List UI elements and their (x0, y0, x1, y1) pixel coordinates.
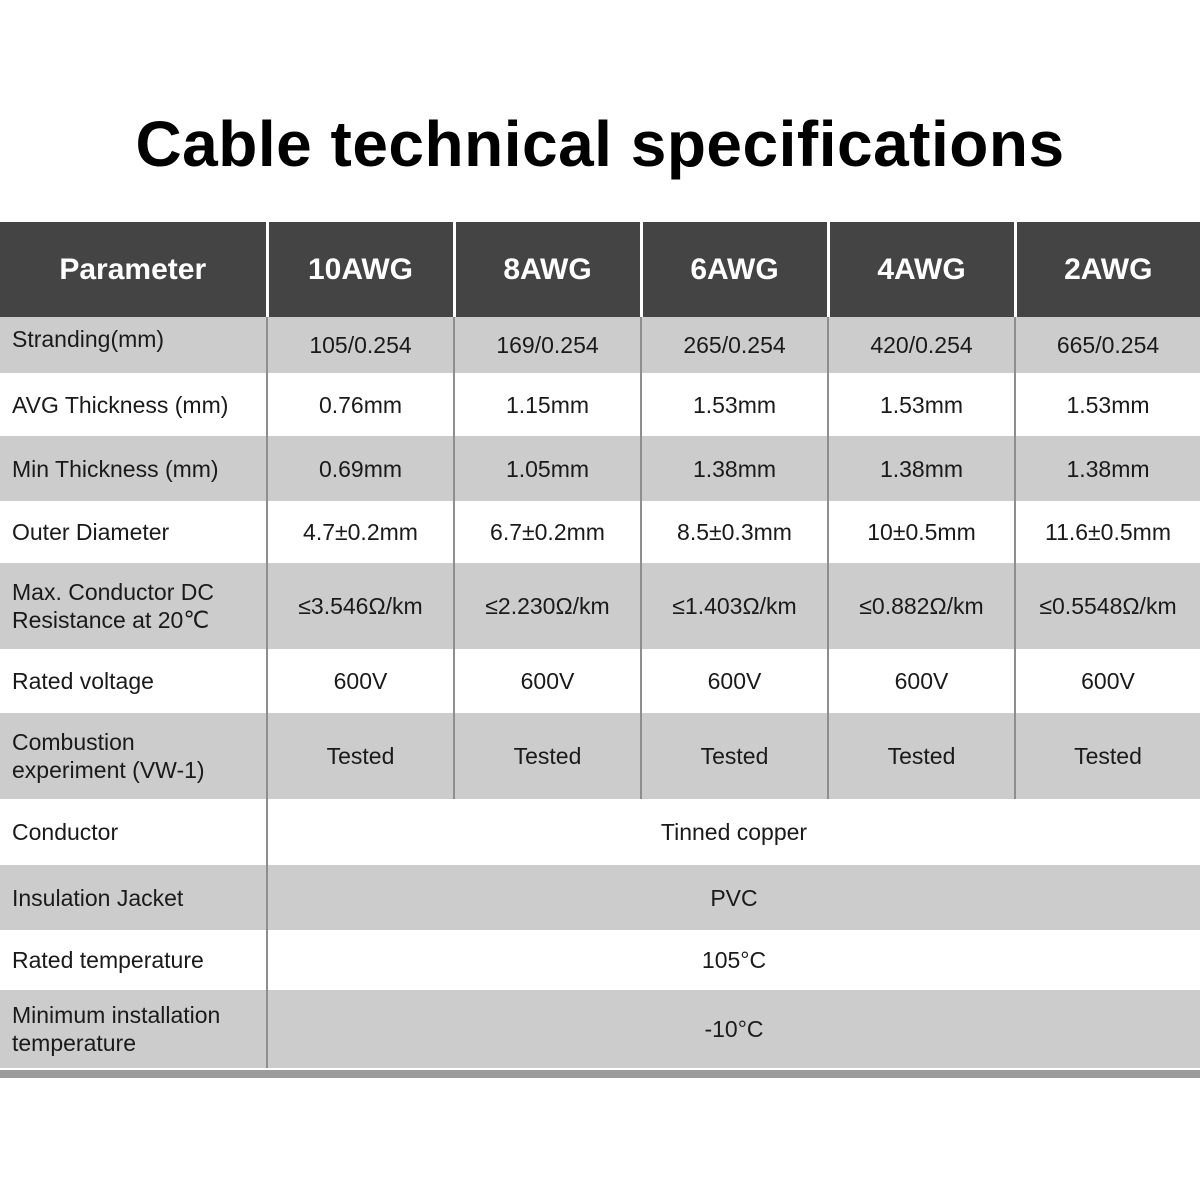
table-cell: 265/0.254 (641, 317, 828, 373)
row-label: Outer Diameter (0, 501, 267, 563)
table-cell: ≤1.403Ω/km (641, 563, 828, 649)
table-cell: 10±0.5mm (828, 501, 1015, 563)
table-bottom-border (0, 1070, 1200, 1078)
header-10awg: 10AWG (267, 222, 454, 317)
table-cell: 105/0.254 (267, 317, 454, 373)
table-cell: Tested (828, 713, 1015, 799)
row-label-line: Max. Conductor DC (12, 579, 214, 605)
row-label: Stranding(mm) (0, 317, 267, 373)
table-cell: 600V (454, 649, 641, 713)
table-cell: 169/0.254 (454, 317, 641, 373)
table-cell: 11.6±0.5mm (1015, 501, 1200, 563)
row-label-line: Resistance at 20℃ (12, 607, 210, 633)
table-cell: Tested (267, 713, 454, 799)
row-label (0, 563, 267, 649)
table-row (0, 436, 1200, 501)
table-cell: 1.38mm (1015, 436, 1200, 501)
row-label-line: experiment (VW-1) (12, 757, 205, 783)
table-cell: 600V (641, 649, 828, 713)
table-cell: 1.53mm (828, 373, 1015, 436)
table-cell: ≤0.882Ω/km (828, 563, 1015, 649)
spec-table (0, 222, 1200, 1068)
table-cell: 665/0.254 (1015, 317, 1200, 373)
row-label: Rated voltage (0, 649, 267, 713)
table-cell: 0.69mm (267, 436, 454, 501)
row-label-line: Combustion (12, 729, 135, 755)
row-label: Conductor (0, 799, 267, 865)
table-cell: 0.76mm (267, 373, 454, 436)
table-cell: ≤2.230Ω/km (454, 563, 641, 649)
table-cell-merged: Tinned copper (267, 799, 1200, 865)
table-cell: 6.7±0.2mm (454, 501, 641, 563)
row-label (0, 990, 267, 1068)
header-8awg: 8AWG (454, 222, 641, 317)
row-label-line: Minimum installation (12, 1002, 221, 1028)
row-label: Insulation Jacket (0, 865, 267, 930)
table-cell-merged: PVC (267, 865, 1200, 930)
header-2awg: 2AWG (1015, 222, 1200, 317)
table-cell: ≤0.5548Ω/km (1015, 563, 1200, 649)
header-4awg: 4AWG (828, 222, 1015, 317)
table-row (0, 865, 1200, 930)
row-label: Rated temperature (0, 930, 267, 990)
table-header-row (0, 222, 1200, 317)
header-6awg: 6AWG (641, 222, 828, 317)
table-cell: 600V (267, 649, 454, 713)
row-label: Min Thickness (mm) (0, 436, 267, 501)
table-cell: 1.05mm (454, 436, 641, 501)
table-cell: Tested (641, 713, 828, 799)
table-row (0, 501, 1200, 563)
table-row (0, 373, 1200, 436)
table-cell-merged: -10°C (267, 990, 1200, 1068)
table-row (0, 563, 1200, 649)
table-row (0, 930, 1200, 990)
table-row (0, 990, 1200, 1068)
table-cell: 1.38mm (828, 436, 1015, 501)
header-parameter: Parameter (0, 222, 267, 317)
table-cell: Tested (454, 713, 641, 799)
table-cell: 4.7±0.2mm (267, 501, 454, 563)
row-label: AVG Thickness (mm) (0, 373, 267, 436)
table-row (0, 799, 1200, 865)
table-cell: ≤3.546Ω/km (267, 563, 454, 649)
table-row (0, 317, 1200, 373)
table-cell: 600V (1015, 649, 1200, 713)
table-cell: 1.38mm (641, 436, 828, 501)
row-label-line: temperature (12, 1030, 137, 1056)
table-cell: 1.53mm (641, 373, 828, 436)
table-cell-merged: 105°C (267, 930, 1200, 990)
page-title: Cable technical specifications (135, 108, 1065, 180)
table-cell: 8.5±0.3mm (641, 501, 828, 563)
table-cell: 1.53mm (1015, 373, 1200, 436)
table-cell: 420/0.254 (828, 317, 1015, 373)
table-row (0, 713, 1200, 799)
table-row (0, 649, 1200, 713)
table-cell: 1.15mm (454, 373, 641, 436)
table-cell: Tested (1015, 713, 1200, 799)
row-label (0, 713, 267, 799)
table-cell: 600V (828, 649, 1015, 713)
